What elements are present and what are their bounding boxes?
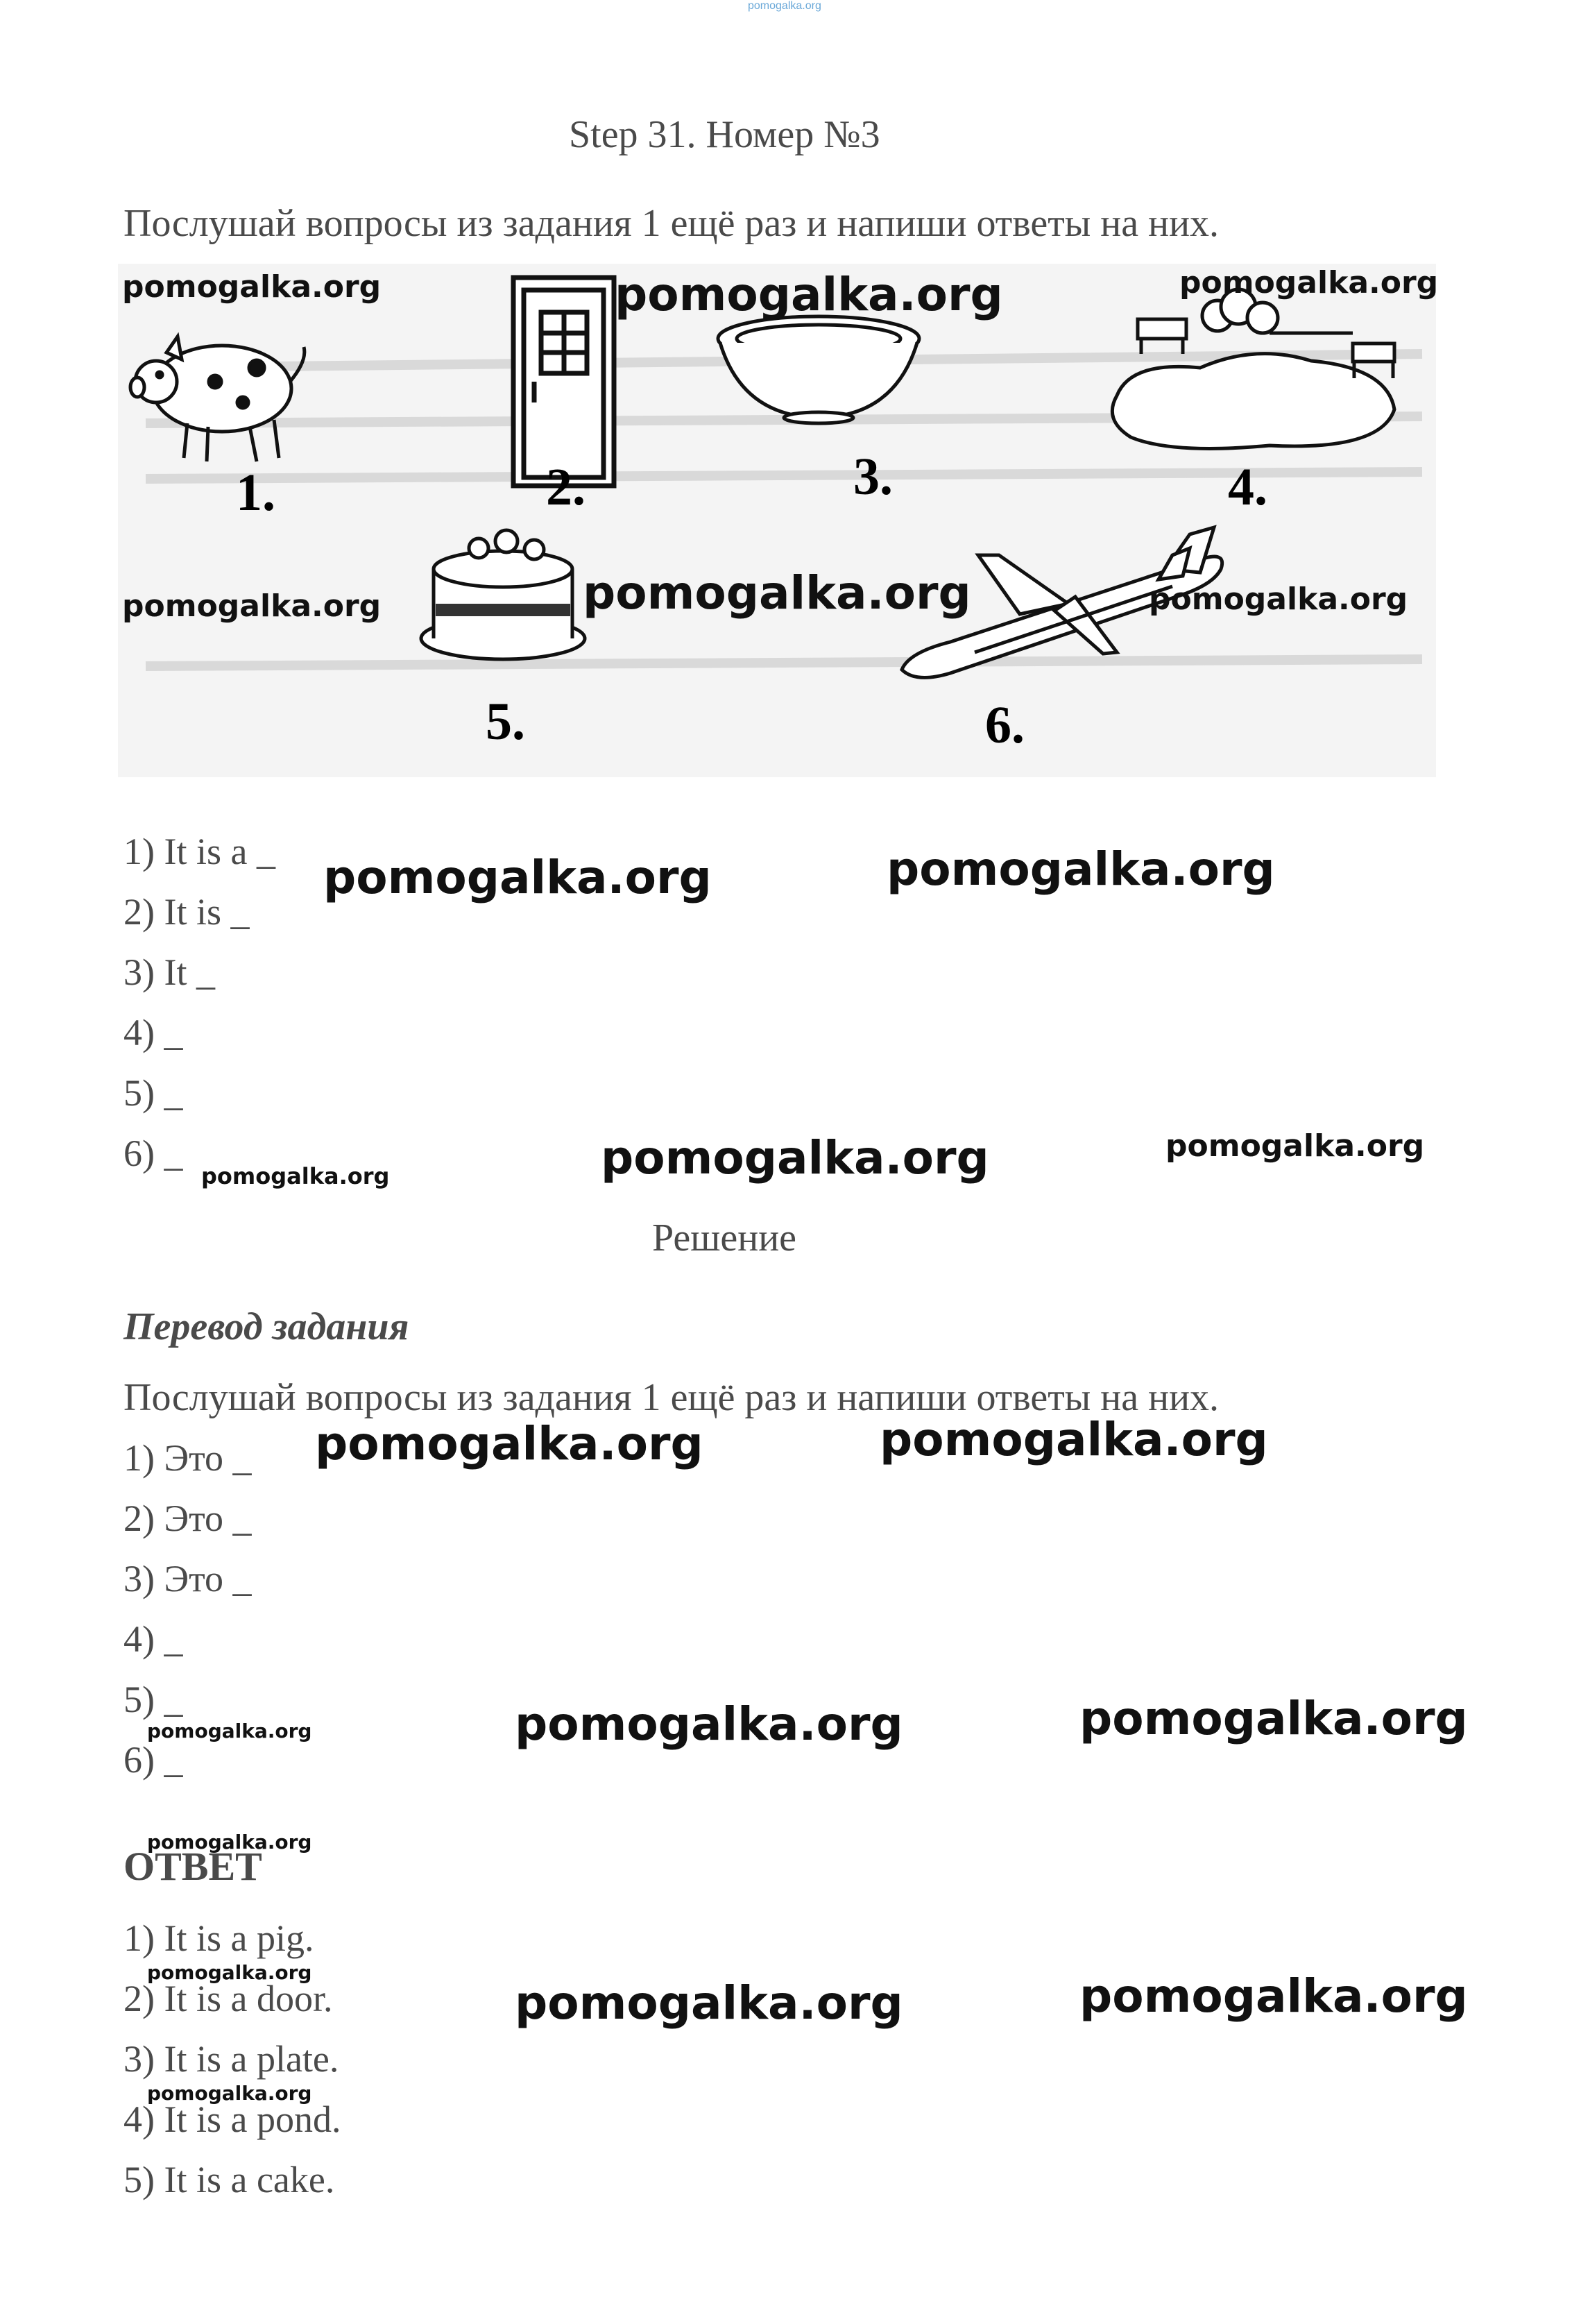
picture-number-1: 1. <box>236 464 275 522</box>
translation-item-6: 6) _ <box>123 1739 183 1781</box>
translation-heading: Перевод задания <box>123 1305 409 1348</box>
exercise-item-6: 6) _ <box>123 1133 183 1174</box>
watermark: pomogalka.org <box>583 566 971 620</box>
watermark: pomogalka.org <box>1179 265 1439 300</box>
translation-item-3: 3) Это _ <box>123 1558 252 1600</box>
watermark: pomogalka.org <box>147 1831 312 1854</box>
exercise-item-5: 5) _ <box>123 1072 183 1114</box>
watermark: pomogalka.org <box>1079 1692 1468 1745</box>
task-instruction: Послушай вопросы из задания 1 ещё раз и напиши ответы на них. <box>123 202 1220 245</box>
answer-heading: ОТВЕТ <box>123 1844 262 1889</box>
answer-item-2: 2) It is a door. <box>123 1978 333 2019</box>
exercise-item-4: 4) _ <box>123 1012 183 1053</box>
picture-panel-svg <box>118 264 1439 777</box>
watermark: pomogalka.org <box>887 842 1275 896</box>
answer-item-5: 5) It is a cake. <box>123 2159 335 2200</box>
watermark: pomogalka.org <box>515 1976 903 2030</box>
picture-number-6: 6. <box>985 696 1025 754</box>
exercise-item-2: 2) It is _ <box>123 891 250 933</box>
answer-item-3: 3) It is a plate. <box>123 2038 339 2080</box>
exercise-item-1: 1) It is a _ <box>123 831 275 872</box>
translation-item-4: 4) _ <box>123 1618 183 1660</box>
watermark: pomogalka.org <box>147 1720 312 1742</box>
watermark: pomogalka.org <box>323 851 712 904</box>
solution-label: Решение <box>652 1216 797 1259</box>
watermark: pomogalka.org <box>601 1131 989 1185</box>
answer-item-4: 4) It is a pond. <box>123 2098 341 2140</box>
watermark: pomogalka.org <box>147 1961 312 1984</box>
door-icon <box>513 278 614 486</box>
watermark: pomogalka.org <box>201 1163 390 1189</box>
picture-number-5: 5. <box>486 693 525 751</box>
translation-item-5: 5) _ <box>123 1679 183 1720</box>
picture-number-4: 4. <box>1228 458 1267 516</box>
translation-instruction: Послушай вопросы из задания 1 ещё раз и напиши ответы на них. <box>123 1376 1220 1419</box>
picture-number-3: 3. <box>853 448 893 506</box>
top-watermark: pomogalka.org <box>748 0 821 12</box>
watermark: pomogalka.org <box>880 1413 1268 1466</box>
watermark: pomogalka.org <box>1165 1128 1425 1164</box>
translation-item-1: 1) Это _ <box>123 1437 252 1479</box>
watermark: pomogalka.org <box>122 269 382 305</box>
watermark: pomogalka.org <box>1149 582 1408 617</box>
watermark: pomogalka.org <box>515 1697 903 1751</box>
picture-panel <box>118 264 1439 777</box>
exercise-item-3: 3) It _ <box>123 951 215 993</box>
watermark: pomogalka.org <box>122 588 382 624</box>
watermark: pomogalka.org <box>147 2082 312 2105</box>
watermark: pomogalka.org <box>315 1417 703 1470</box>
watermark: pomogalka.org <box>615 268 1003 321</box>
picture-number-2: 2. <box>546 458 586 516</box>
page-title: Step 31. Номер №3 <box>569 113 880 156</box>
translation-item-2: 2) Это _ <box>123 1498 252 1539</box>
answer-item-1: 1) It is a pig. <box>123 1917 314 1959</box>
watermark: pomogalka.org <box>1079 1969 1468 2023</box>
